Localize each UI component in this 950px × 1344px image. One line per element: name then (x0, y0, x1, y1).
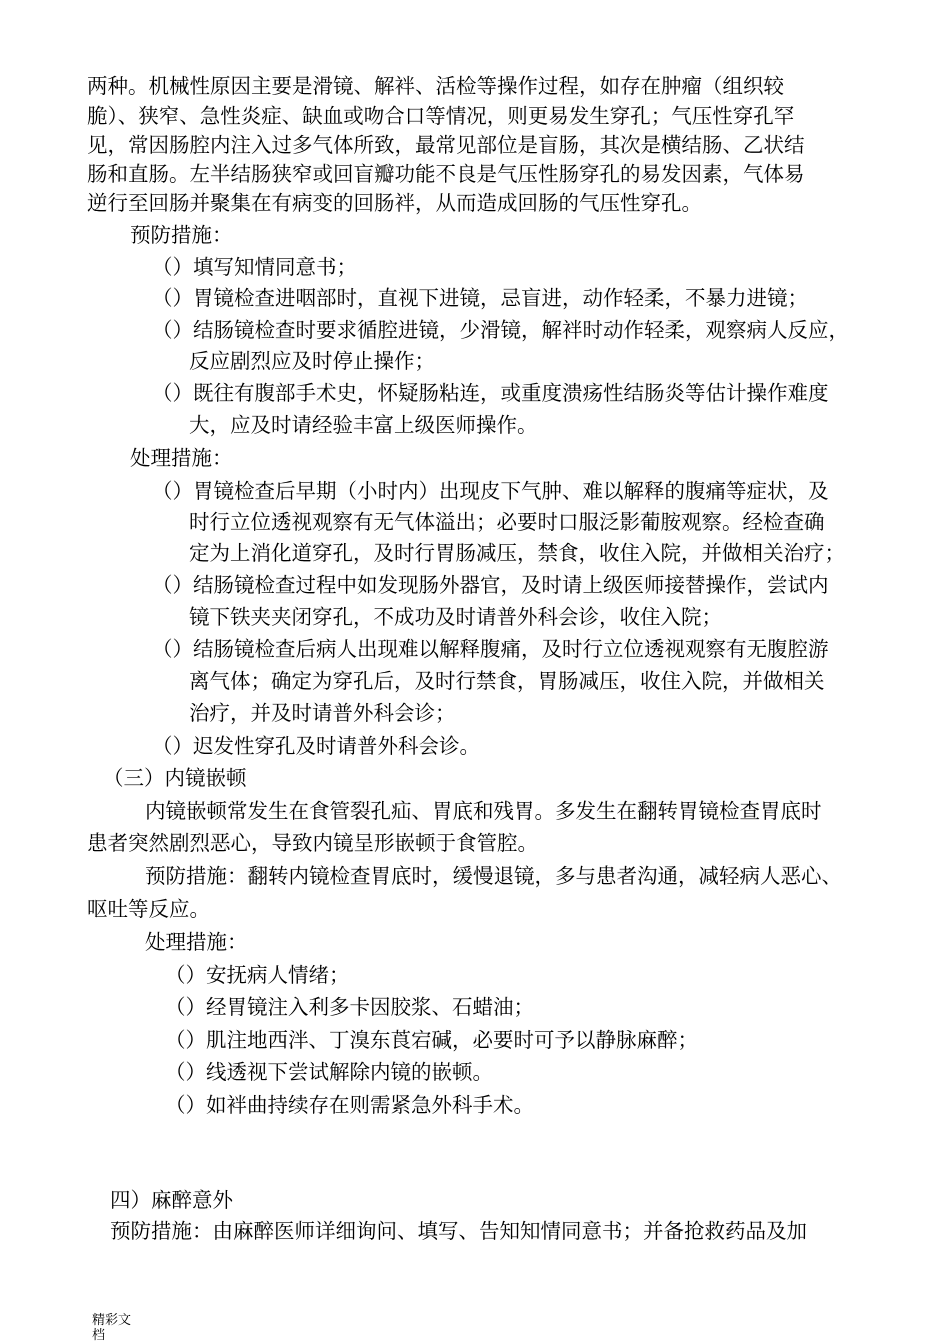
body-text-line: 两种。机械性原因主要是滑镜、解袢、活检等操作过程，如存在肿瘤（组织较 (87, 74, 784, 98)
section-heading: 四）麻醉意外 (110, 1188, 233, 1212)
prevention-text: 预防措施：翻转内镜检查胃底时，缓慢退镜，多与患者沟通，减轻病人恶心、 (145, 864, 842, 888)
treatment-heading: 处理措施： (130, 446, 233, 470)
prevention-item-continuation: 反应剧烈应及时停止操作； (189, 349, 435, 373)
treatment-item: （）胃镜检查后早期（小时内）出现皮下气肿、难以解释的腹痛等症状，及 (152, 479, 829, 503)
footer-label: 档 (92, 1328, 106, 1343)
body-text-line: 肠和直肠。左半结肠狭窄或回盲瓣功能不良是气压性肠穿孔的易发因素，气体易 (87, 162, 805, 186)
prevention-item: （）胃镜检查进咽部时，直视下进镜，忌盲进，动作轻柔，不暴力进镜； (152, 286, 808, 310)
treatment-item: （）肌注地西泮、丁溴东莨宕碱，必要时可予以静脉麻醉； (165, 1028, 698, 1052)
body-text-line: 患者突然剧烈恶心，导致内镜呈形嵌顿于食管腔。 (87, 831, 538, 855)
treatment-heading: 处理措施： (145, 930, 248, 954)
treatment-item-continuation: 时行立位透视观察有无气体溢出；必要时口服泛影葡胺观察。经检查确 (189, 510, 825, 534)
treatment-item-continuation: 定为上消化道穿孔，及时行胃肠减压，禁食，收住入院，并做相关治疗； (189, 541, 845, 565)
prevention-text: 呕吐等反应。 (87, 897, 210, 921)
treatment-item: （）安抚病人情绪； (165, 963, 350, 987)
prevention-item: （）既往有腹部手术史，怀疑肠粘连，或重度溃疡性结肠炎等估计操作难度 (152, 381, 829, 405)
prevention-heading: 预防措施： (130, 223, 233, 247)
prevention-item: （）填写知情同意书； (152, 255, 357, 279)
treatment-item-continuation: 离气体；确定为穿孔后，及时行禁食，胃肠减压，收住入院，并做相关 (189, 669, 825, 693)
treatment-item: （）经胃镜注入利多卡因胶浆、石蜡油； (165, 995, 534, 1019)
footer-label: 精彩文 (92, 1313, 132, 1328)
treatment-item: （）线透视下尝试解除内镜的嵌顿。 (165, 1060, 493, 1084)
section-heading: （三）内镜嵌顿 (103, 766, 247, 790)
treatment-item-continuation: 镜下铁夹夹闭穿孔，不成功及时请普外科会诊，收住入院； (189, 605, 722, 629)
prevention-text: 预防措施：由麻醉医师详细询问、填写、告知知情同意书；并备抢救药品及加 (110, 1219, 807, 1243)
body-text-line: 逆行至回肠并聚集在有病变的回肠袢，从而造成回肠的气压性穿孔。 (87, 191, 702, 215)
treatment-item: （）结肠镜检查后病人出现难以解释腹痛，及时行立位透视观察有无腹腔游 (152, 637, 829, 661)
treatment-item-continuation: 治疗，并及时请普外科会诊； (189, 701, 456, 725)
treatment-item: （）如袢曲持续存在则需紧急外科手术。 (165, 1093, 534, 1117)
body-text-line: 内镜嵌顿常发生在食管裂孔疝、胃底和残胃。多发生在翻转胃镜检查胃底时 (145, 799, 822, 823)
body-text-line: 见，常因肠腔内注入过多气体所致，最常见部位是盲肠，其次是横结肠、乙状结 (87, 133, 805, 157)
body-text-line: 脆）、狭窄、急性炎症、缺血或吻合口等情况，则更易发生穿孔；气压性穿孔罕 (87, 104, 795, 128)
treatment-item: （）结肠镜检查过程中如发现肠外器官，及时请上级医师接替操作，尝试内 (152, 573, 829, 597)
treatment-item: （）迟发性穿孔及时请普外科会诊。 (152, 734, 480, 758)
prevention-item: （）结肠镜检查时要求循腔进镜，少滑镜，解袢时动作轻柔，观察病人反应， (152, 318, 849, 342)
prevention-item-continuation: 大，应及时请经验丰富上级医师操作。 (189, 413, 538, 437)
